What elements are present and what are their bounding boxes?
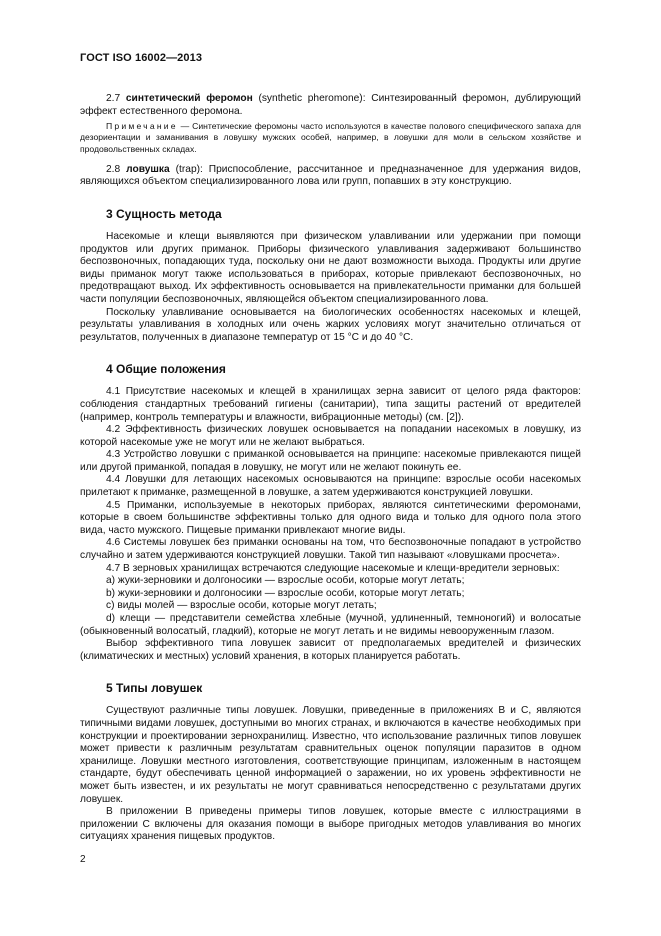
paragraph: 4.6 Системы ловушек без приманки основаны на том, что беспозвоночные попадают в устройство случайно и затем удерживаются конструкцией ловушки. Такой тип называют «ловушками просчета». [80,537,581,562]
paragraph: 4.2 Эффективность физических ловушек основывается на попадании насекомых в ловушку, из которой насекомые уже не могут или не желают выбраться. [80,424,581,448]
note-text: — Синтетические феромоны часто используются в качестве полового специфического запаха для дезориентации и заманивания в ловушку мужских особей, например, в ловушки для моли в сельском хозяйстве и продовольственных складах. [80,121,581,154]
paragraph: 4.4 Ловушки для летающих насекомых основываются на принципе: взрослые особи насекомых прилетают к приманке, размещенной в ловушке, а затем удерживаются конструкцией ловушки. [80,474,581,499]
definition-2-8 [80,164,581,189]
list-item: b) жуки-зерновики и долгоносики — взрослые особи, которые могут летать; [106,587,465,599]
section-3-heading: 3 Сущность метода [106,206,222,221]
paragraph: 4.5 Приманки, используемые в некоторых приборах, являются синтетическими феромонами, которые в своем большинстве эффективны только для одного вида и только для одного пола этого вида, часто мужского. Пищевые приманки привлекают многие виды. [80,499,581,536]
paragraph: Насекомые и клещи выявляются при физическом улавливании или удержании при помощи продуктов или других приманок. Приборы физического улавливания задерживают большинство беспозвоночных, попадающих туда, поскольку они не дают возможности выхода. Продукты или другие виды приманок могут также использоваться в приборах, которые привлекают беспозвоночных, но предотвращают выход. Их эффективность основывается на привлекательности приманки для большей части популяции беспозвоночных, являющейся объектом специализированного лова. [80,230,581,305]
paragraph: Существуют различные типы ловушек. Ловушки, приведенные в приложениях В и С, являются типичными видами ловушек, доступными во многих странах, и включаются в качестве необходимых при конструкции и проектировании зернохранилищ. Известно, что использование различных типов ловушек может привести к различным результатам сравнительных оценок популяции паразитов в одном хранилище. Ловушки местного изготовления, соответствующие принципам, изложенным в настоящем стандарте, будут обеспечивать ценной информацией о заражении, но их уровень эффективности не может быть известен, и их результаты не могут сравниваться непосредственно с результатами других ловушек. [80,705,581,805]
paragraph: 4.7 В зерновых хранилищах встречаются следующие насекомые и клещи-вредители зерновых: [106,562,560,574]
section-5-heading: 5 Типы ловушек [106,681,203,696]
note-label: Примечание [106,121,178,132]
paragraph: В приложении В приведены примеры типов ловушек, которые вместе с иллюстрациями в приложении С включены для оказания помощи в выборе пригодных методов улавливания во многих ситуациях хранения пищевых продуктов. [80,806,581,843]
def-term: ловушка [126,163,170,175]
paragraph: Поскольку улавливание основывается на биологических особенностях насекомых и клещей, результаты улавливания в холодных или очень жарких условиях могут значительно отличаться от результатов, полученных в диапазоне температур от 15 °С и до 40 °С. [80,306,581,343]
definition-2-7 [80,93,581,118]
page-number: 2 [80,854,86,865]
page-content [80,93,581,844]
list-item: d) клещи — представители семейства хлебные (мучной, удлиненный, темноногий) и волосатые (обыкновенный волосатый, гладкий), которые не могут летать и не видимы невооруженным глазом. [80,613,581,637]
list-item: c) виды молей — взрослые особи, которые могут летать; [106,600,377,612]
def-number: 2.7 [106,93,121,104]
paragraph: 4.3 Устройство ловушки с приманкой основывается на принципе: насекомые привлекаются пищей или другой приманкой, попадая в ловушку, не могут или не желают покинуть ее. [80,449,581,473]
paragraph: Выбор эффективного типа ловушек зависит от предполагаемых вредителей и физических (климатических и местных) условий хранения, в которых планируется работать. [80,638,581,662]
def-text: (synthetic pheromone): Синтезированный феромон, дублирующий эффект естественного феромона. [80,93,581,117]
def-text: (trap): Приспособление, рассчитанное и предназначенное для удержания видов, являющихся объектом специализированного лова или групп, попавших в эту конструкцию. [80,163,581,188]
standard-header: ГОСТ ISO 16002—2013 [80,52,203,64]
note [80,121,581,155]
def-number: 2.8 [106,163,121,175]
paragraph: 4.1 Присутствие насекомых и клещей в хранилищах зерна зависит от целого ряда факторов: соблюдения стандартных требований гигиены (санитарии), типа защиты растений от вредителей (например, контроль температуры и влажности, вибрационные методы) (см. [2]). [80,386,581,423]
list-item: a) жуки-зерновики и долгоносики — взрослые особи, которые могут летать; [106,575,465,587]
section-4-heading: 4 Общие положения [106,362,226,377]
def-term: синтетический феромон [125,93,253,104]
